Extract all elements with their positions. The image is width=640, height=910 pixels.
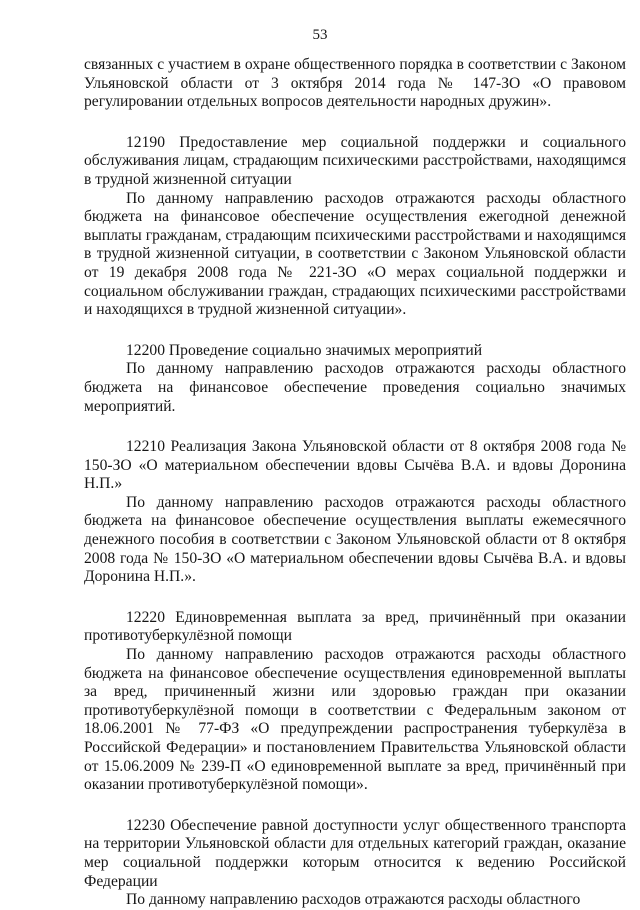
section-body-12200: По данному направлению расходов отражаются расходы областного бюджета на финансовое обеспечение проведения социально значимых мероприятий. (84, 360, 626, 415)
spacer (84, 416, 626, 438)
section-heading-12210: 12210 Реализация Закона Ульяновской области от 8 октября 2008 года № 150-ЗО «О материальном обеспечении вдовы Сычёва В.А. и вдовы Доронина Н.П.» (84, 438, 626, 493)
spacer (84, 587, 626, 609)
section-body-12220: По данному направлению расходов отражаются расходы областного бюджета на финансовое обеспечение осуществления единовременной выплаты за вред, причиненный жизни или здоровью граждан при оказании противотуберкулёзной помощи в соответствии с Федеральным законом от 18.06.2001 № 77-ФЗ «О предупреждении распространения туберкулёза в Российской Федерации» и постановлением Правительства Ульяновской области от 15.06.2009 № 239-П «О единовременной выплате за вред, причинённый при оказании противотуберкулёзной помощи». (84, 646, 626, 794)
section-heading-12200: 12200 Проведение социально значимых мероприятий (126, 341, 483, 359)
section-heading-12230: 12230 Обеспечение равной доступности услуг общественного транспорта на территории Ульяновской области для отдельных категорий граждан, оказание мер социальной поддержки которым относится к ведению Российской Федерации (84, 816, 626, 890)
section-heading-12190: 12190 Предоставление мер социальной поддержки и социального обслуживания лицам, страдающим психическими расстройствами, находящимся в трудной жизненной ситуации (84, 133, 626, 188)
spacer (84, 320, 626, 342)
section-body-12210: По данному направлению расходов отражаются расходы областного бюджета на финансовое обеспечение осуществления выплаты ежемесячного денежного пособия в соответствии с Законом Ульяновской области от 8 октября 2008 года № 150-ЗО «О материальном обеспечении вдовы Сычёва В.А. и вдовы Доронина Н.П.». (84, 493, 626, 586)
page-number: 53 (312, 27, 328, 43)
document-body (84, 56, 626, 910)
continuation-paragraph: связанных с участием в охране общественного порядка в соответствии с Законом Ульяновской области от 3 октября 2014 года № 147-ЗО «О правовом регулировании отдельных вопросов деятельности народных дружин». (84, 56, 626, 111)
section-body-12230: По данному направлению расходов отражаются расходы областного (126, 891, 581, 909)
spacer (84, 795, 626, 817)
spacer (84, 112, 626, 134)
section-heading-12220: 12220 Единовременная выплата за вред, причинённый при оказании противотуберкулёзной помощи (84, 608, 626, 645)
section-body-12190: По данному направлению расходов отражаются расходы областного бюджета на финансовое обеспечение осуществления ежегодной денежной выплаты гражданам, страдающим психическими расстройствами и находящимся в трудной жизненной ситуации, в соответствии с Законом Ульяновской области от 19 декабря 2008 года № 221-ЗО «О мерах социальной поддержки и социальном обслуживании граждан, страдающих психическими расстройствами и находящихся в трудной жизненной ситуации». (84, 189, 626, 319)
